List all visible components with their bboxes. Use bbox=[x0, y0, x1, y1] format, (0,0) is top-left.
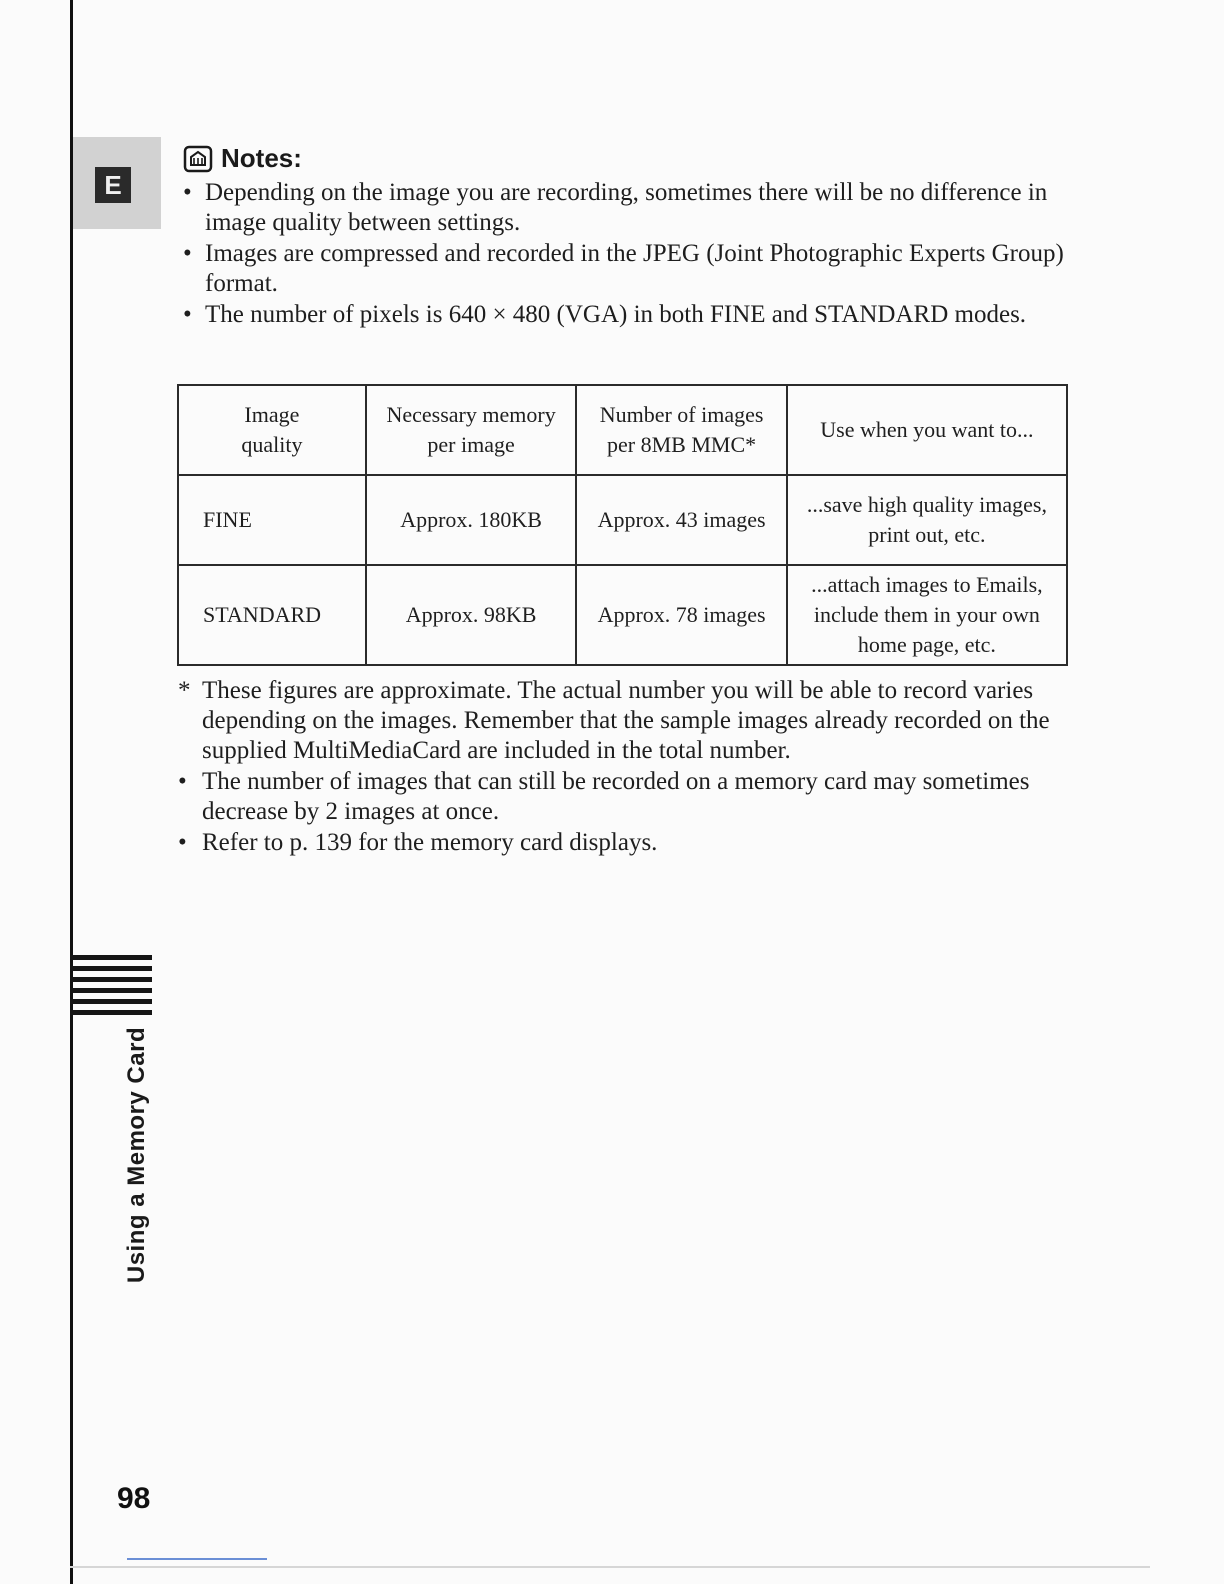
cell-quality: STANDARD bbox=[178, 565, 366, 665]
cell-use-line: include them in your own bbox=[813, 602, 1040, 627]
cell-use-line: home page, etc. bbox=[857, 632, 996, 657]
cell-memory: Approx. 180KB bbox=[366, 475, 577, 565]
footnote-item: • The number of images that can still be recorded on a memory card may sometimes decrease by 2 images at once. bbox=[178, 767, 1078, 827]
table-row bbox=[178, 565, 1067, 665]
asterisk-footnote: * These figures are approximate. The actual number you will be able to record varies depending on the images. Remember that the sample images already recorded on the supplied MultiMediaCard are included in the total number. bbox=[178, 676, 1078, 766]
section-bar bbox=[70, 999, 152, 1004]
footnotes-list bbox=[178, 767, 1078, 858]
cell-use-line: ...attach images to Emails, bbox=[811, 572, 1043, 597]
bottom-rule bbox=[70, 1566, 1150, 1568]
cell-use-line: ...save high quality images, bbox=[806, 492, 1047, 517]
memo-icon bbox=[183, 145, 213, 173]
notes-item: • The number of pixels is 640 × 480 (VGA) in both FINE and STANDARD modes. bbox=[183, 300, 1083, 330]
section-marker-bars bbox=[70, 955, 152, 1021]
notes-title: Notes: bbox=[221, 143, 302, 173]
header-image-quality bbox=[178, 385, 366, 475]
footnote-item: • Refer to p. 139 for the memory card displays. bbox=[178, 828, 1078, 858]
header-line: Number of images bbox=[599, 402, 764, 427]
section-bar bbox=[70, 977, 152, 982]
section-bar bbox=[70, 988, 152, 993]
cell-memory: Approx. 98KB bbox=[366, 565, 577, 665]
notes-item: • Images are compressed and recorded in the JPEG (Joint Photographic Experts Group) format. bbox=[183, 239, 1083, 299]
header-line: per image bbox=[427, 432, 515, 457]
notes-list bbox=[183, 178, 1083, 330]
header-number-of-images bbox=[576, 385, 786, 475]
footnotes-section bbox=[178, 676, 1078, 859]
notes-item: • Depending on the image you are recording, sometimes there will be no difference in image quality between settings. bbox=[183, 178, 1083, 238]
header-line: Image bbox=[244, 402, 300, 427]
cell-use bbox=[787, 475, 1067, 565]
bottom-link-rule bbox=[127, 1558, 267, 1560]
header-necessary-memory bbox=[366, 385, 577, 475]
left-margin-rule bbox=[70, 0, 73, 1584]
notes-section bbox=[183, 143, 1083, 331]
notes-heading bbox=[183, 143, 1083, 174]
cell-use bbox=[787, 565, 1067, 665]
section-label: Using a Memory Card bbox=[123, 1026, 150, 1284]
cell-images: Approx. 43 images bbox=[576, 475, 786, 565]
page-number: 98 bbox=[117, 1482, 151, 1515]
header-use-when bbox=[787, 385, 1067, 475]
header-line: Use when you want to... bbox=[820, 417, 1034, 442]
cell-use-line: print out, etc. bbox=[868, 522, 986, 547]
cell-quality: FINE bbox=[178, 475, 366, 565]
header-line: quality bbox=[241, 432, 303, 457]
image-quality-table bbox=[177, 384, 1068, 666]
table-row bbox=[178, 475, 1067, 565]
cell-images: Approx. 78 images bbox=[576, 565, 786, 665]
section-bar bbox=[70, 966, 152, 971]
table-header-row bbox=[178, 385, 1067, 475]
section-bar bbox=[70, 955, 152, 960]
section-bar bbox=[70, 1010, 152, 1015]
language-letter: E bbox=[95, 167, 131, 203]
header-line: Necessary memory bbox=[386, 402, 556, 427]
header-line: per 8MB MMC* bbox=[607, 432, 757, 457]
